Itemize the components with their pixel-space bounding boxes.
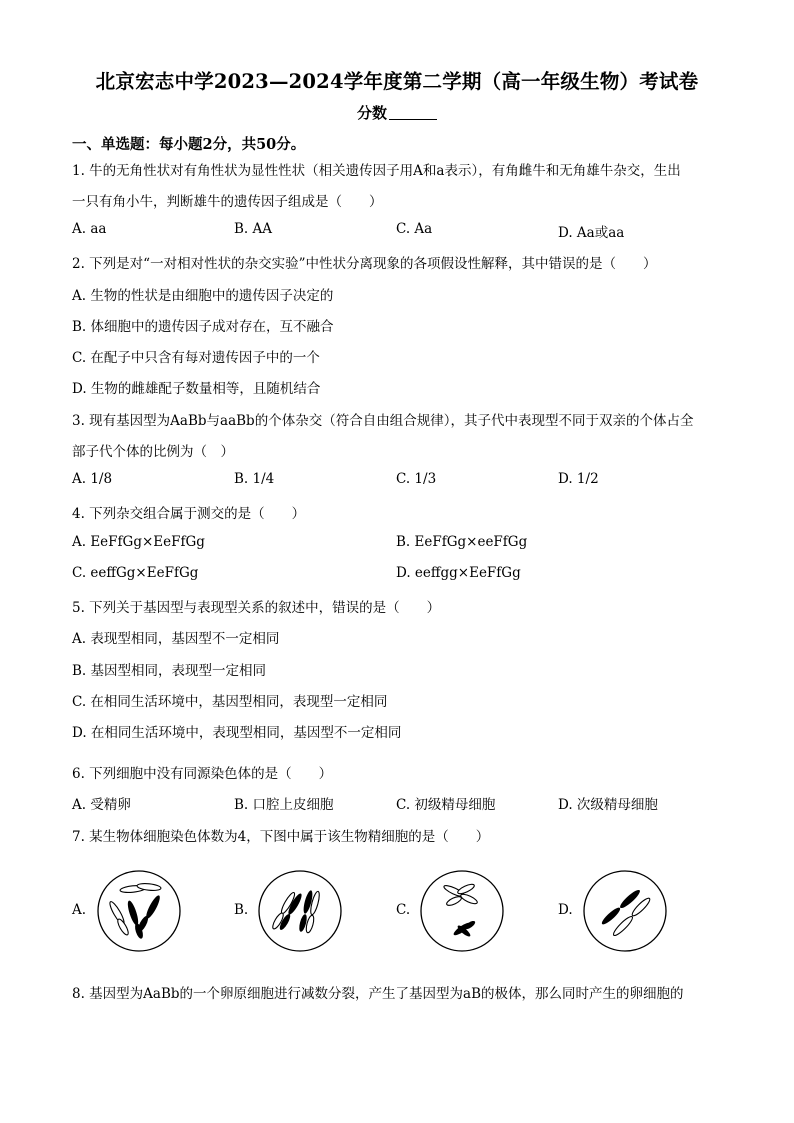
cell-diagram-c [420,869,504,953]
question-7-option-c[interactable]: C. [396,902,411,918]
cell-membrane [259,871,341,951]
score-label: 分数 [356,104,387,122]
cell-diagram-a [97,869,181,953]
question-3-option-a[interactable]: A. 1/8 [72,471,113,487]
question-4-option-a[interactable]: A. EeFfGg×EeFfGg [72,534,205,550]
question-2-option-b[interactable]: B. 体细胞中的遗传因子成对存在，互不融合 [72,319,334,335]
question-7-option-a[interactable]: A. [72,902,87,918]
question-3-stem-line-2: 部子代个体的比例为（ ） [72,444,234,460]
chromosome-open-left [108,900,130,936]
question-3-option-c[interactable]: C. 1/3 [396,471,437,487]
question-4-option-b[interactable]: B. EeFfGg×eeFfGg [396,534,528,550]
chromosome-open-top [120,883,162,894]
question-6-option-d[interactable]: D. 次级精母细胞 [558,797,658,813]
cell-diagram-d [583,869,667,953]
question-6-option-b[interactable]: B. 口腔上皮细胞 [234,797,334,813]
score-blank[interactable] [389,105,437,120]
question-1-stem-line-2: 一只有角小牛，判断雄牛的遗传因子组成是（ ） [72,194,383,210]
section-heading: 一、单选题：每小题2分，共50分。 [72,136,306,153]
question-5-stem-line-1: 5. 下列关于基因型与表现型关系的叙述中，错误的是（ ） [72,600,441,616]
cell-membrane [421,871,503,951]
chromosome-open-x [443,882,479,907]
question-1-option-c[interactable]: C. Aa [396,221,433,237]
question-8-stem-line-1: 8. 基因型为AaBb的一个卵原细胞进行减数分裂，产生了基因型为aB的极体，那么同时产生的卵细胞的 [72,986,684,1002]
question-5-option-b[interactable]: B. 基因型相同，表现型一定相同 [72,663,267,679]
question-1-stem-line-1: 1. 牛的无角性状对有角性状为显性性状（相关遗传因子用A和a表示），有角雌牛和无角雄牛杂交，生出 [72,163,681,179]
question-4-stem-line-1: 4. 下列杂交组合属于测交的是（ ） [72,506,306,522]
question-4-option-d[interactable]: D. eeffgg×EeFfGg [396,565,521,581]
question-2-option-c[interactable]: C. 在配子中只含有每对遗传因子中的一个 [72,350,320,366]
cell-membrane [584,871,666,951]
question-7-stem-line-1: 7. 某生物体细胞染色体数为4，下图中属于该生物精细胞的是（ ） [72,829,490,845]
score-line [0,102,794,123]
question-5-option-a[interactable]: A. 表现型相同，基因型不一定相同 [72,631,280,647]
question-3-option-b[interactable]: B. 1/4 [234,471,275,487]
question-6-stem-line-1: 6. 下列细胞中没有同源染色体的是（ ） [72,766,333,782]
question-6-option-a[interactable]: A. 受精卵 [72,797,131,813]
cell-diagram-b [258,869,342,953]
chromosome-open [612,896,652,937]
cell-membrane [98,871,180,951]
question-1-option-b[interactable]: B. AA [234,221,273,237]
question-1-option-a[interactable]: A. aa [72,221,107,237]
question-5-option-d[interactable]: D. 在相同生活环境中，表现型相同，基因型不一定相同 [72,725,402,741]
question-6-option-c[interactable]: C. 初级精母细胞 [396,797,496,813]
question-3-option-d[interactable]: D. 1/2 [558,471,599,487]
question-7-option-b[interactable]: B. [234,902,249,918]
question-3-stem-line-1: 3. 现有基因型为AaBb与aaBb的个体杂交（符合自由组合规律），其子代中表现型不同于双亲的个体占全 [72,413,694,429]
exam-title: 北京宏志中学2023—2024学年度第二学期（高一年级生物）考试卷 [95,70,699,93]
chromosome-filled-right [136,894,162,934]
question-4-option-c[interactable]: C. eeffGg×EeFfGg [72,565,199,581]
question-7-option-d[interactable]: D. [558,902,573,918]
question-2-option-d[interactable]: D. 生物的雌雄配子数量相等，且随机结合 [72,381,321,397]
chromosome-filled-x [452,919,476,938]
question-5-option-c[interactable]: C. 在相同生活环境中，基因型相同，表现型一定相同 [72,694,388,710]
question-1-option-d[interactable]: D. Aa或aa [558,225,625,241]
question-2-option-a[interactable]: A. 生物的性状是由细胞中的遗传因子决定的 [72,288,334,304]
chromosome-filled [600,888,642,927]
question-2-stem-line-1: 2. 下列是对“一对相对性状的杂交实验”中性状分离现象的各项假设性解释，其中错误的是（ ） [72,256,657,272]
